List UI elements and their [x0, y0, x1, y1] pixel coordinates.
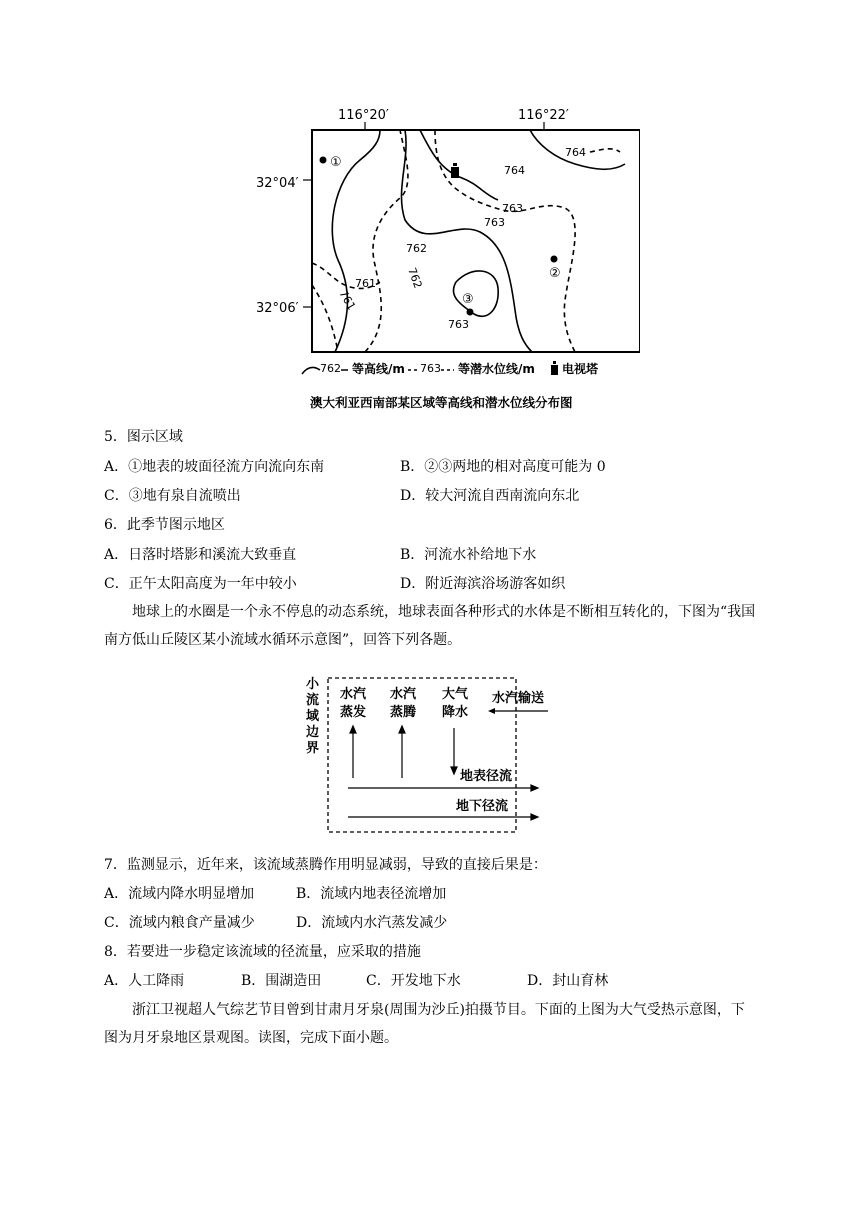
contour-label: 762	[405, 265, 425, 291]
q5-option-d[interactable]: D．较大河流自西南流向东北	[400, 488, 580, 504]
q8-option-d[interactable]: D．封山育林	[527, 973, 609, 989]
contour-label: 763	[448, 318, 469, 331]
boundary-char: 小	[306, 677, 320, 692]
contour-line	[453, 271, 498, 316]
lon-label-1: 116°20′	[338, 108, 389, 123]
lat-label-1: 32°04′	[256, 176, 299, 191]
legend-water-sample: 763	[420, 362, 441, 375]
legend-tower-text: 电视塔	[562, 362, 599, 376]
evaporation-label-2: 蒸发	[340, 705, 367, 720]
passage-2	[104, 996, 756, 1052]
q7-stem: 7．监测显示，近年来，该流域蒸腾作用明显减弱，导致的直接后果是：	[104, 857, 547, 873]
q8-option-b[interactable]: B．围湖造田	[241, 973, 322, 989]
q6-option-d[interactable]: D．附近海滨浴场游客如织	[400, 576, 566, 592]
contour-label: 761	[336, 287, 359, 313]
boundary-char: 界	[306, 741, 320, 756]
q5-option-b[interactable]: B．②③两地的相对高度可能为 0	[400, 459, 606, 475]
contour-line	[420, 130, 498, 200]
q8-option-a[interactable]: A．人工降雨	[104, 973, 185, 989]
q7-option-a[interactable]: A．流域内降水明显增加	[104, 886, 255, 902]
lon-label-2: 116°22′	[518, 108, 569, 123]
water-table-line	[312, 285, 338, 352]
map-legend	[302, 361, 599, 376]
water-table-line	[590, 149, 620, 152]
contour-label: 763	[484, 216, 505, 229]
legend-contour-sample: 762	[320, 362, 341, 375]
contour-label: 764	[565, 146, 586, 159]
q6-option-b[interactable]: B．河流水补给地下水	[400, 547, 537, 563]
q8-option-c[interactable]: C．开发地下水	[366, 973, 461, 989]
contour-label: 761	[355, 277, 376, 290]
q5-stem: 5．图示区域	[104, 429, 183, 445]
q5-option-a[interactable]: A．①地表的坡面径流方向流向东南	[104, 459, 325, 475]
q6-option-a[interactable]: A．日落时塔影和溪流大致垂直	[104, 547, 297, 563]
q6-stem: 6．此季节图示地区	[104, 517, 225, 533]
point-3-label: ③	[462, 292, 474, 307]
passage-1-text: 地球上的水圈是一个永不停息的动态系统，地球表面各种形式的水体是不断相互转化的，下图为“我国南方低山丘陵区某小流域水循环示意图”，回答下列各题。	[104, 604, 756, 648]
precipitation-label-1: 大气	[442, 687, 469, 702]
passage-1	[104, 598, 756, 654]
q6-option-c[interactable]: C．正午太阳高度为一年中较小	[104, 576, 297, 592]
q8-stem: 8．若要进一步稳定该流域的径流量，应采取的措施	[104, 944, 421, 960]
evaporation-label-1: 水汽	[340, 687, 367, 702]
contour-map	[240, 100, 640, 420]
precipitation-label-2: 降水	[442, 705, 469, 720]
contour-label: 764	[504, 164, 525, 177]
surface-runoff-label: 地表径流	[460, 769, 513, 784]
map-caption: 澳大利亚西南部某区域等高线和潜水位线分布图	[310, 395, 573, 410]
underground-runoff-label: 地下径流	[456, 799, 509, 814]
tv-tower-icon	[451, 163, 459, 178]
point-2-label: ②	[549, 266, 561, 281]
lat-label-2: 32°06′	[256, 301, 299, 316]
legend-water-text: 等潜水位线/m	[458, 362, 535, 376]
vapor-transport-label: 水汽输送	[492, 691, 545, 706]
water-table-line	[365, 130, 408, 352]
q7-option-b[interactable]: B．流域内地表径流增加	[296, 886, 447, 902]
boundary-char: 边	[306, 725, 320, 740]
transpiration-label-2: 蒸腾	[390, 705, 417, 720]
legend-tower-icon	[551, 361, 558, 375]
legend-contour-text: 等高线/m	[352, 362, 405, 376]
point-1-label: ①	[330, 155, 342, 170]
contour-label: 762	[406, 242, 427, 255]
q7-option-d[interactable]: D．流域内水汽蒸发减少	[296, 915, 448, 931]
water-cycle-diagram	[300, 670, 560, 840]
transpiration-label-1: 水汽	[390, 687, 417, 702]
map-frame	[312, 130, 640, 352]
q5-option-c[interactable]: C．③地有泉自流喷出	[104, 488, 241, 504]
passage-2-text: 浙江卫视超人气综艺节目曾到甘肃月牙泉(周围为沙丘)拍摄节目。下面的上图为大气受热示意图，下图为月牙泉地区景观图。读图，完成下面小题。	[104, 1002, 745, 1046]
boundary-char: 流	[306, 693, 320, 708]
boundary-char: 域	[306, 709, 320, 724]
contour-label: 763	[502, 202, 523, 215]
q7-option-c[interactable]: C．流域内粮食产量减少	[104, 915, 255, 931]
